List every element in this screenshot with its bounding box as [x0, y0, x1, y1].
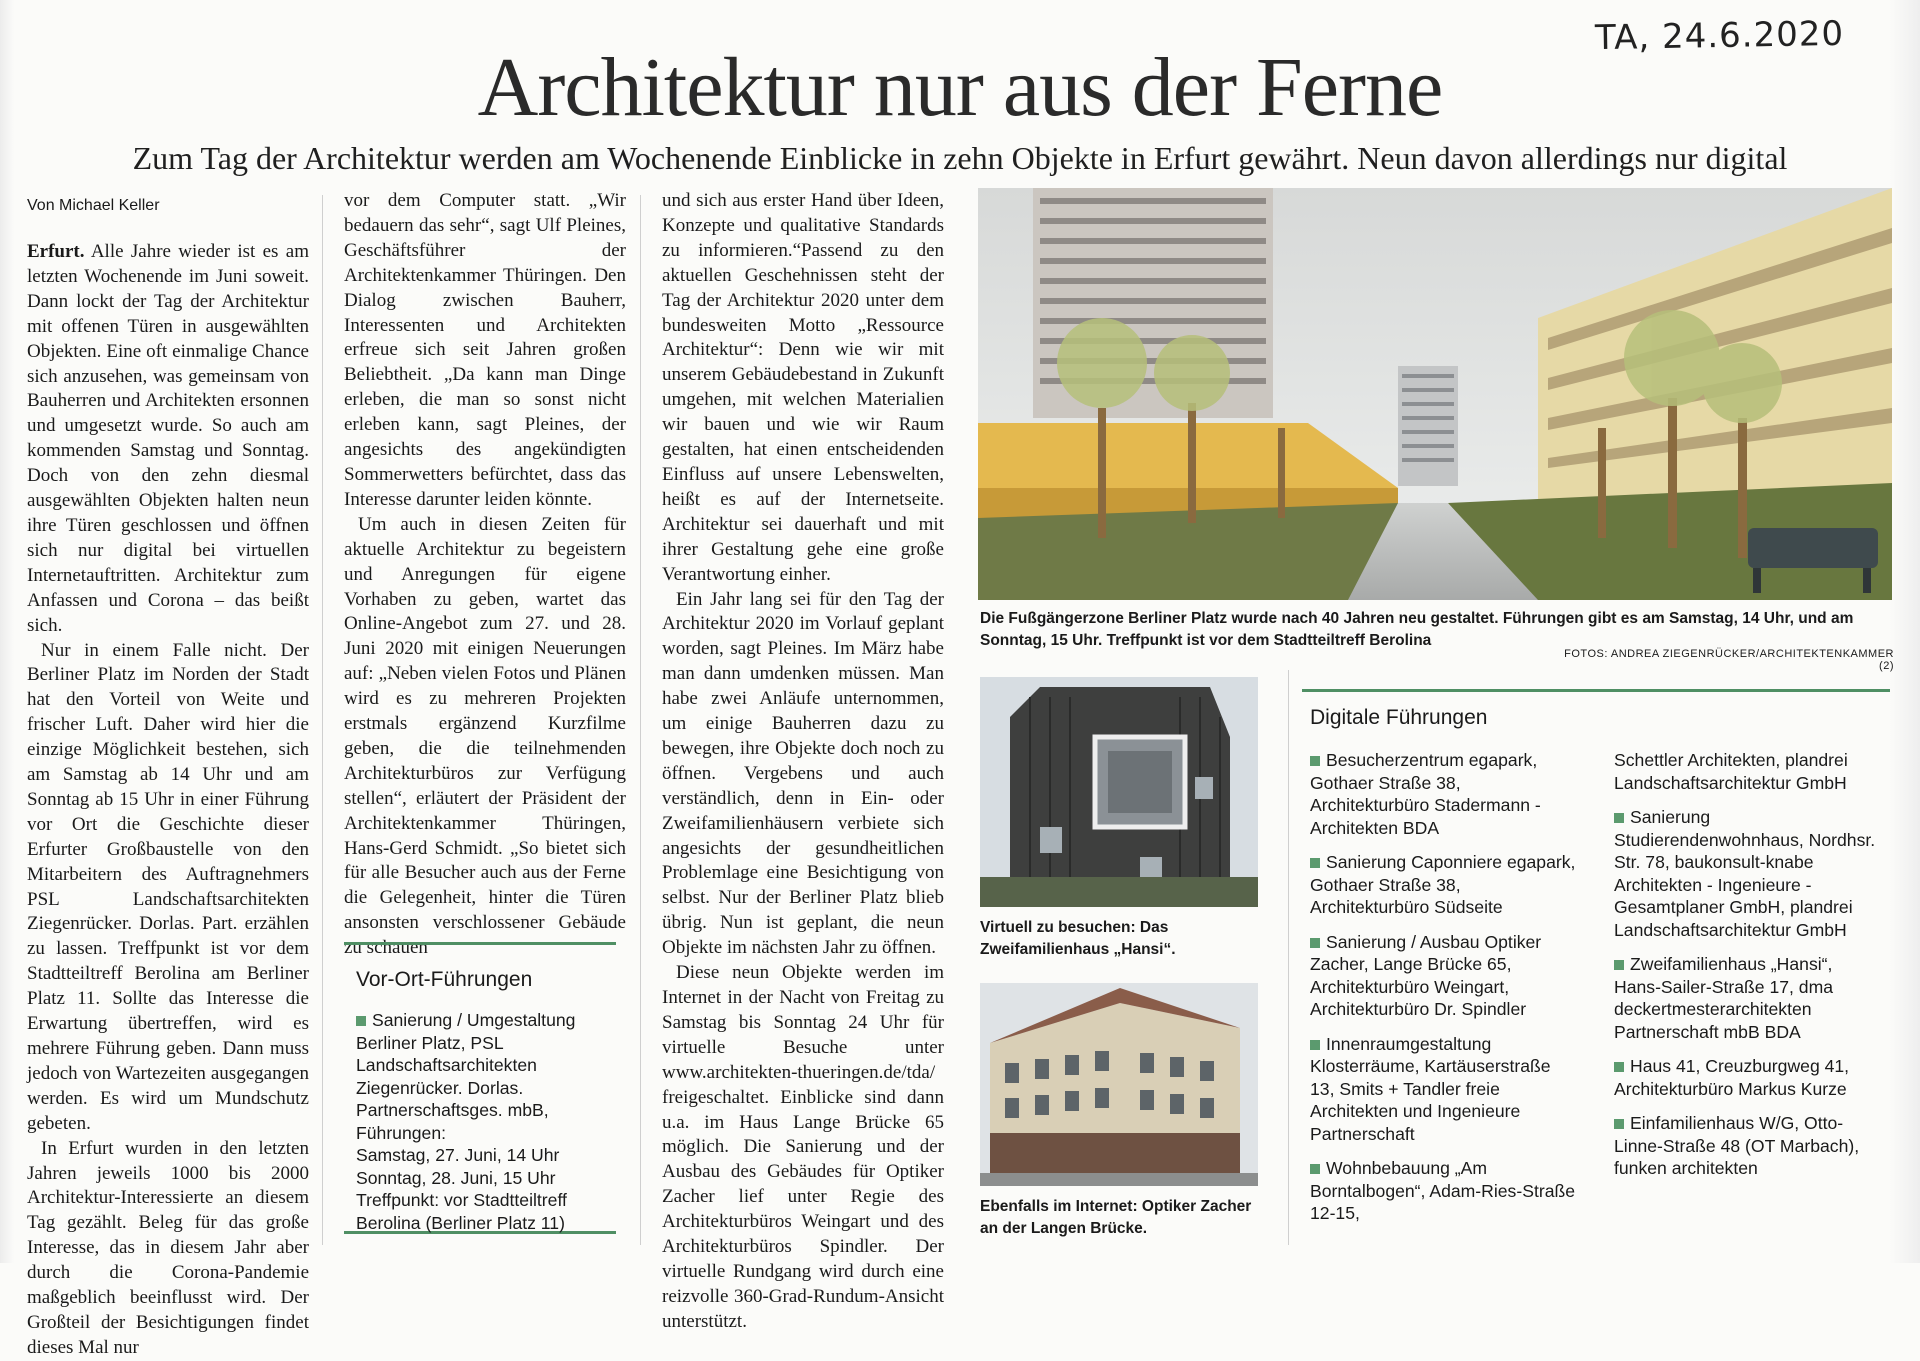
handwritten-date: TA, 24.6.2020: [1594, 13, 1845, 59]
article-column-3: [662, 189, 944, 1335]
bullet-icon: [1614, 960, 1624, 970]
article-column-1: [27, 240, 309, 1361]
digitale-entry: Sanierung Studierendenwohnhaus, Nordhsr. Str. 78, baukonsult-knabe Architekten - Ingenieure - Gesamtplaner GmbH, plandrei Landschaftsarchitektur GmbH: [1614, 807, 1876, 940]
vor-ort-line: Treffpunkt: vor Stadtteiltreff Berolina (Berliner Platz 11): [356, 1190, 567, 1233]
digitale-entry: Wohnbebauung „Am Borntalbogen“, Adam-Ries-Straße 12-15,: [1310, 1158, 1576, 1223]
digitale-entry: Zweifamilienhaus „Hansi“, Hans-Sailer-Straße 17, dma deckertmesterarchitekten Partnerschaft mbB BDA: [1614, 954, 1834, 1042]
hansi-house-photo: [980, 677, 1258, 907]
subheadline: Zum Tag der Architektur werden am Wochenende Einblicke in zehn Objekte in Erfurt gewährt. Neun davon allerdings nur digital: [132, 140, 1788, 176]
bullet-icon: [1310, 938, 1320, 948]
column-rule: [640, 195, 641, 1245]
page-edge-left: [0, 0, 14, 1263]
berliner-platz-photo: [978, 188, 1892, 600]
bullet-icon: [1614, 813, 1624, 823]
photo-hansi: [980, 677, 1258, 907]
digitale-continuation: Schettler Architekten, plandrei Landschaftsarchitektur GmbH: [1614, 750, 1848, 793]
page-edge-right: [1890, 0, 1920, 1263]
zacher-caption: Ebenfalls im Internet: Optiker Zacher an der Langen Brücke.: [980, 1198, 1252, 1237]
digitale-entry: Sanierung Caponniere egapark, Gothaer Straße 38, Architekturbüro Südseite: [1310, 852, 1576, 917]
vor-ort-title: Vor-Ort-Führungen: [356, 968, 533, 991]
digitale-right-list: [1614, 749, 1884, 1192]
byline: Von Michael Keller: [27, 197, 160, 214]
article-paragraph: Nur in einem Falle nicht. Der Berliner Platz im Norden der Stadt hat den Vorteil von Weite und frischer Luft. Daher wird hier die einzige Möglichkeit bestehen, sich am Samstag ab 14 Uhr und am Sonntag ab 15 Uhr in einer Führung vor Ort die Geschichte dieser Erfurter Großbaustelle von den Mitarbeitern des Auftragnehmers PSL Landschaftsarchitekten Ziegenrücker. Dorlas. Part. erzählen zu lassen. Treffpunkt ist vor dem Stadtteiltreff Berolina am Berliner Platz 11. Sollte das Interesse die Erwartung übertreffen, wird es mehrere Führung geben. Dann muss jedoch von Wartezeiten ausgegangen werden. Es wird um Mundschutz gebeten.: [27, 639, 309, 1134]
bullet-icon: [1310, 1164, 1320, 1174]
bullet-icon: [1310, 756, 1320, 766]
bullet-icon: [1614, 1119, 1624, 1129]
vor-ort-fuehrungen-box: [344, 942, 616, 1234]
digitale-entry: Besucherzentrum egapark, Gothaer Straße 38, Architekturbüro Stadermann - Architekten BDA: [1310, 750, 1541, 838]
article-paragraph: Alle Jahre wieder ist es am letzten Wochenende im Juni soweit. Dann lockt der Tag der Architektur mit offenen Türen in ausgewählten Objekten. Eine oft einmalige Chance sich anzusehen, was gemeinsam von Bauherren und Architekten ersonnen und umgesetzt wurde. So auch am kommenden Samstag und Sonntag. Doch von den zehn diesmal ausgewählten Objekten halten neun ihre Türen geschlossen und öffnen sich nur digital bei virtuellen Internetauftritten. Architektur zum Anfassen und Corona – das beißt sich.: [27, 241, 310, 636]
photo-zacher: [980, 983, 1258, 1186]
bullet-icon: [1310, 1040, 1320, 1050]
photo-column-rule: [1288, 670, 1289, 1245]
zacher-building-photo: [980, 983, 1258, 1186]
article-paragraph: In Erfurt wurden in den letzten Jahren jeweils 1000 bis 2000 Architektur-Interessierte an diesem Tag gezählt. Beleg für das große Interesse, das in diesem Jahr aber durch die Corona-Pandemie maßgeblich beeinflusst wird. Der Großteil der Besichtigungen findet dieses Mal nur: [27, 1137, 309, 1358]
article-paragraph: Diese neun Objekte werden im Internet in der Nacht von Freitag zu Samstag bis Sonntag 24 Uhr für virtuelle Besuche unter www.architekten-thueringen.de/tda/ freigeschaltet. Einblicke sind dann u.a. im Haus Lange Brücke 65 möglich. Die Sanierung und der Ausbau des Gebäudes für Optiker Zacher lief unter Regie des Architekturbüros Weingart und des Architekturbüros Spindler. Der virtuelle Rundgang wird durch eine reizvolle 360-Grad-Rundum-Ansicht unterstützt.: [662, 962, 944, 1332]
vor-ort-entry: Sanierung / Umgestaltung Berliner Platz, PSL Landschaftsarchitekten Ziegenrücker. Dorlas. Partnerschaftsges. mbB, Führungen:: [356, 1010, 576, 1143]
main-photo-berliner-platz: [978, 188, 1892, 600]
box-top-border: [1302, 689, 1890, 692]
vor-ort-line: Sonntag, 28. Juni, 15 Uhr: [356, 1167, 556, 1188]
digitale-entry: Innenraumgestaltung Klosterräume, Kartäuserstraße 13, Smits + Tandler freie Architekten und Ingenieure Partnerschaft: [1310, 1033, 1551, 1144]
digitale-fuehrungen-box: [1296, 689, 1890, 1249]
main-photo-caption: Die Fußgängerzone Berliner Platz wurde nach 40 Jahren neu gestaltet. Führungen gibt es am Samstag, 14 Uhr, und am Sonntag, 15 Uhr. Treffpunkt ist vor dem Stadtteiltreff Berolina: [980, 610, 1854, 649]
article-paragraph: vor dem Computer statt. „Wir bedauern das sehr“, sagt Ulf Pleines, Geschäftsführer der Architektenkammer Thüringen. Den Dialog zwischen Bauherr, Interessenten und Architekten erfreue sich seit Jahren großen Beliebtheit. „Da kann man Dinge erleben, die man so sonst nicht erleben kann, sagt Pleines, der angesichts des angekündigten Sommerwetters befürchtet, dass das Interesse darunter leiden könnte.: [344, 190, 626, 510]
vor-ort-line: Samstag, 27. Juni, 14 Uhr: [356, 1145, 560, 1165]
article-column-2: [344, 189, 626, 961]
photo-credit: FOTOS: ANDREA ZIEGENRÜCKER/ARCHITEKTENKAMMER (2): [1564, 648, 1894, 672]
article-paragraph: und sich aus erster Hand über Ideen, Konzepte und qualitative Standards zu informieren.“Passend zu den aktuellen Geschehnissen steht der Tag der Architektur 2020 unter dem bundesweiten Motto „Ressource Architektur“: Denn wie wir mit unserem Gebäudebestand in Zukunft umgehen, mit welchen Materialien wir bauen und wie wir Raum gestalten, hat einen entscheidenden Einfluss auf unsere Lebenswelten, heißt es auf der Internetseite. Architektur sei dauerhaft und mit ihrer Gestaltung gehe eine große Verantwortung einher.: [662, 190, 944, 585]
bullet-icon: [1614, 1062, 1624, 1072]
column-rule: [322, 195, 323, 1245]
digitale-entry: Haus 41, Creuzburgweg 41, Architekturbüro Markus Kurze: [1614, 1056, 1850, 1099]
article-paragraph: Um auch in diesen Zeiten für aktuelle Architektur zu begeistern und Anregungen für eigene Vorhaben zu geben, wartet das Online-Angebot zum 27. und 28. Juni 2020 mit einigen Neuerungen auf: „Neben vielen Fotos und Plänen wird es zu mehreren Projekten erstmals ergänzend Kurzfilme geben, die die teilnehmenden Architekturbüros zur Verfügung stellen“, erläutert der Präsident der Architektenkammer Thüringen, Hans-Gerd Schmidt. „So bietet sich für alle Besucher auch aus der Ferne die Gelegenheit, hinter die Türen ansonsten verschlossener Gebäude zu schauen: [344, 513, 626, 959]
bullet-icon: [1310, 858, 1320, 868]
digitale-left-list: [1310, 749, 1578, 1237]
article-paragraph: Ein Jahr lang sei für den Tag der Architektur 2020 im Vorlauf geplant worden, sagt Pleines. Im März habe man dann umdenken müssen. Man habe zwei Anläufe unternommen, um einige Bauherren dazu zu bewegen, ihre Objekte doch noch zu öffnen. Vergebens und auch verständlich, denn in Ein- oder Zweifamilienhäusern verbiete sich angesichts der gesundheitlichen Problemlage eine Besichtigung von selbst. Nur der Berliner Platz blieb übrig. Nun ist geplant, die neun Objekte im nächsten Jahr zu öffnen.: [662, 588, 944, 959]
digitale-entry: Einfamilienhaus W/G, Otto-Linne-Straße 48 (OT Marbach), funken architekten: [1614, 1113, 1860, 1178]
digitale-entry: Sanierung / Ausbau Optiker Zacher, Lange Brücke 65, Architekturbüro Weingart, Architekturbüro Dr. Spindler: [1310, 931, 1542, 1019]
hansi-caption: Virtuell zu besuchen: Das Zweifamilienhaus „Hansi“.: [980, 919, 1176, 958]
headline: Architektur nur aus der Ferne: [477, 41, 1443, 134]
dateline: Erfurt.: [27, 241, 85, 262]
digitale-title: Digitale Führungen: [1310, 706, 1488, 729]
bullet-icon: [356, 1016, 366, 1026]
